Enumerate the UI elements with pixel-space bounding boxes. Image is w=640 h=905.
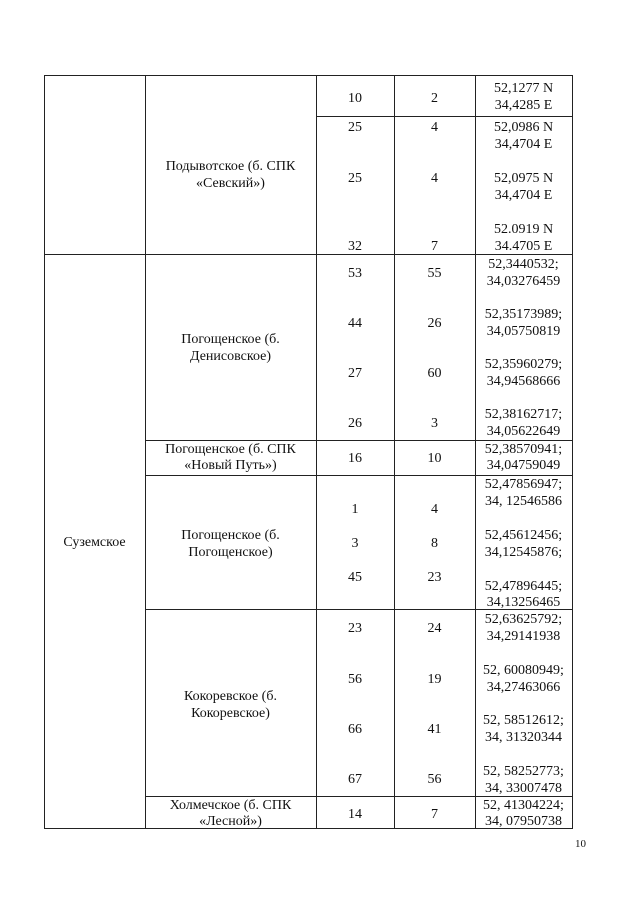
coord-line: 34,27463066 — [486, 680, 561, 695]
cell-a: 16 — [348, 451, 362, 466]
coord-line: 34, 31320344 — [485, 730, 562, 745]
cell-a: 27 — [348, 366, 362, 381]
coord-line: 34,4704 E — [494, 188, 553, 203]
coord-line: 52,47896445; — [484, 579, 563, 594]
farm-name-line: Холмечское (б. СПК — [169, 798, 292, 813]
farm-name-line: «Севский») — [196, 176, 265, 191]
farm-name-line: «Лесной») — [199, 814, 262, 829]
cell-a: 53 — [348, 266, 362, 281]
farm-name-line: Погощенское (б. — [181, 332, 280, 347]
coord-line: 52,47856947; — [484, 477, 563, 492]
coord-line: 34, 33007478 — [485, 781, 562, 796]
coord-line: 52, 41304224; — [483, 798, 564, 813]
cell-a: 45 — [348, 570, 362, 585]
coord-line: 34,12545876; — [484, 545, 563, 560]
farm-name-line: Погощенское) — [188, 545, 273, 560]
coord-line: 52,1277 N — [493, 81, 554, 96]
cell-b: 2 — [431, 91, 438, 106]
cell-b: 7 — [431, 239, 438, 254]
coord-line: 34,04759049 — [486, 458, 561, 473]
coord-line: 34,03276459 — [486, 274, 561, 289]
cell-b: 4 — [431, 120, 438, 135]
coord-line: 34,29141938 — [486, 629, 561, 644]
cell-b: 41 — [427, 722, 442, 737]
coord-line: 52,0986 N — [493, 120, 554, 135]
coord-line: 52,35960279; — [484, 357, 563, 372]
coord-line: 52, 60080949; — [483, 663, 564, 678]
coord-line: 34,94568666 — [486, 374, 561, 389]
farm-name-line: Подывотское (б. СПК — [165, 159, 296, 174]
coord-line: 34, 12546586 — [485, 494, 562, 509]
coord-line: 34,4285 E — [494, 98, 553, 113]
coord-line: 52, 58512612; — [483, 713, 564, 728]
coord-line: 52,3440532; — [488, 257, 559, 272]
cell-b: 56 — [427, 772, 442, 787]
coord-line: 52,0975 N — [493, 171, 554, 186]
cell-b: 10 — [427, 451, 442, 466]
page-number: 10 — [575, 838, 586, 850]
district-name: Суземское — [63, 535, 126, 550]
cell-a: 1 — [351, 502, 359, 517]
farm-name-line: Кокоревское (б. — [184, 689, 277, 704]
cell-a: 10 — [348, 91, 362, 106]
cell-a: 32 — [348, 239, 362, 254]
farm-name-line: Кокоревское) — [191, 706, 270, 721]
coord-line: 52.0919 N — [493, 222, 554, 237]
coord-line: 52,38162717; — [484, 407, 563, 422]
cell-a: 25 — [348, 171, 362, 186]
farm-name-line: «Новый Путь») — [184, 458, 277, 473]
cell-b: 4 — [431, 171, 438, 186]
cell-a: 26 — [348, 416, 362, 431]
coord-line: 34.4705 E — [494, 239, 553, 254]
cell-a: 14 — [348, 807, 362, 822]
cell-b: 19 — [427, 672, 442, 687]
coord-line: 34,4704 E — [494, 137, 553, 152]
cell-b: 7 — [431, 807, 438, 822]
coord-line: 52,63625792; — [484, 612, 563, 627]
cell-b: 26 — [427, 316, 442, 331]
farm-name-line: Погощенское (б. — [181, 528, 280, 543]
cell-a: 56 — [348, 672, 362, 687]
cell-b: 24 — [427, 621, 442, 636]
cell-a: 44 — [348, 316, 362, 331]
coord-line: 34,05622649 — [486, 424, 561, 439]
cell-a: 3 — [351, 536, 359, 551]
farm-name-line: Погощенское (б. СПК — [165, 442, 296, 457]
cell-b: 60 — [427, 366, 442, 381]
cell-a: 67 — [348, 772, 362, 787]
cell-b: 8 — [431, 536, 438, 551]
coord-line: 52,35173989; — [484, 307, 563, 322]
coord-line: 34,05750819 — [486, 324, 561, 339]
cell-b: 3 — [431, 416, 438, 431]
coord-line: 52, 58252773; — [483, 764, 564, 779]
farm-name-line: Денисовское) — [189, 349, 271, 364]
cell-b: 4 — [431, 502, 438, 517]
coord-line: 52,38570941; — [484, 442, 563, 457]
cell-b: 55 — [427, 266, 442, 281]
coord-line: 34,13256465 — [486, 595, 561, 610]
coord-line: 34, 07950738 — [485, 814, 562, 829]
cell-a: 66 — [348, 722, 362, 737]
coord-line: 52,45612456; — [484, 528, 563, 543]
cell-b: 23 — [427, 570, 442, 585]
cell-a: 25 — [348, 120, 362, 135]
cell-a: 23 — [348, 621, 362, 636]
